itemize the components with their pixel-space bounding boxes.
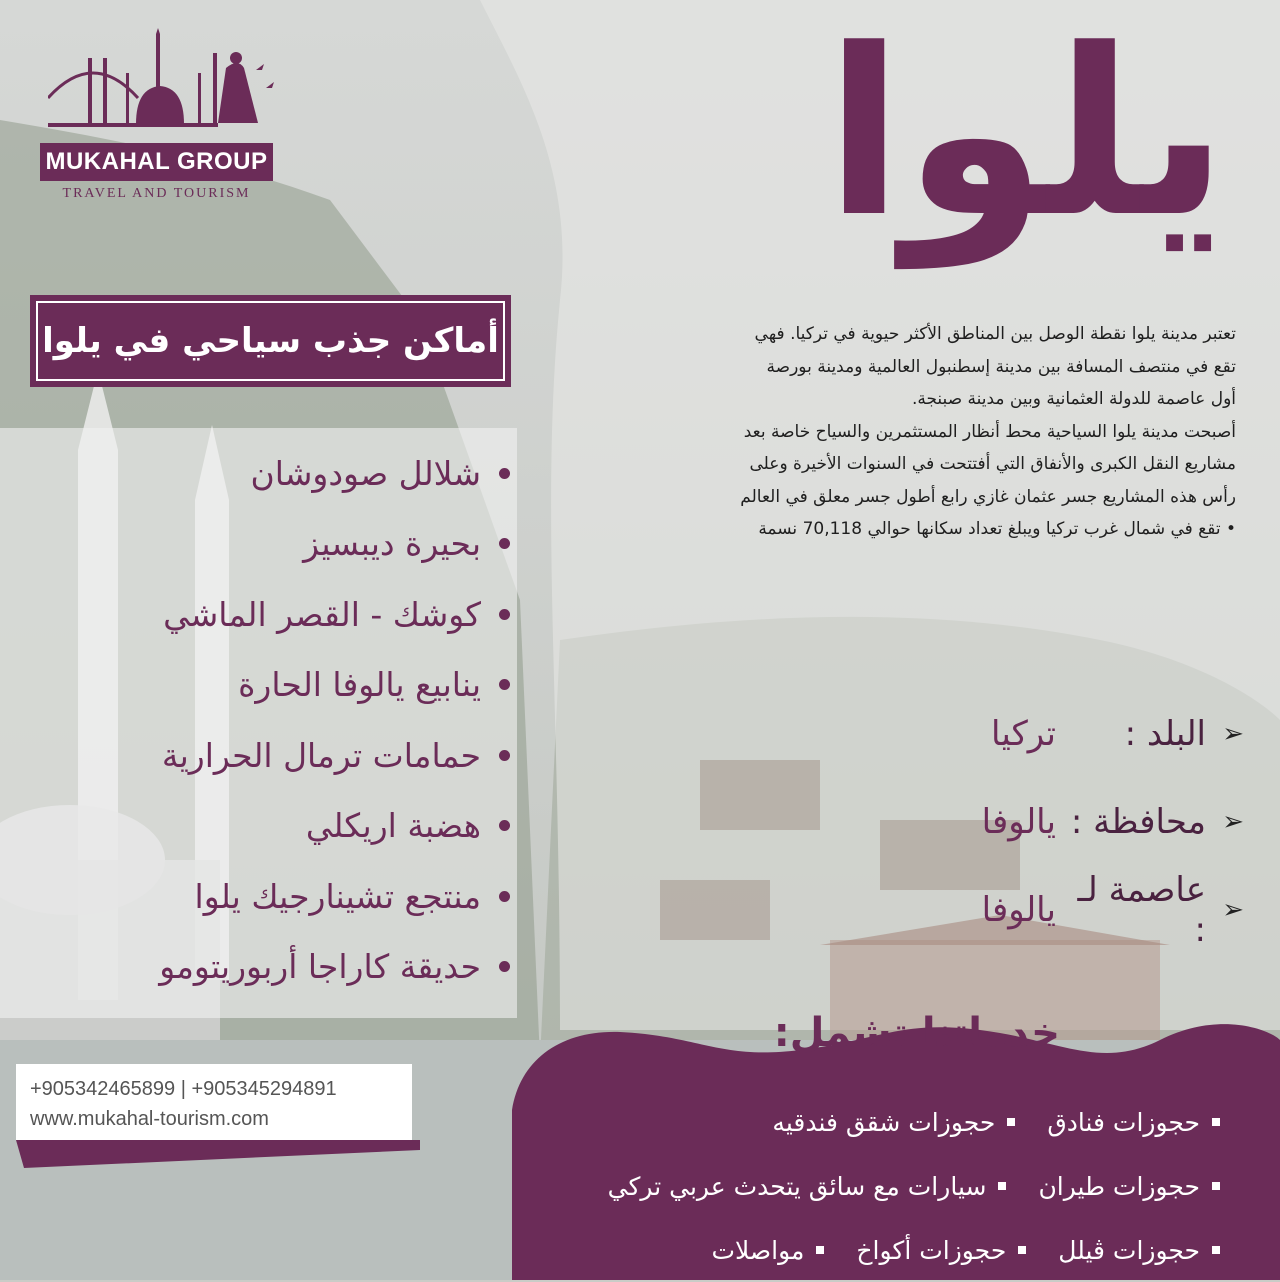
- attractions-title: أماكن جذب سياحي في يلوا: [36, 301, 505, 381]
- arrow-icon: ➢: [1222, 895, 1244, 925]
- service-label: حجوزات ڤيلل: [1058, 1235, 1200, 1265]
- arrow-icon: ➢: [1222, 719, 1244, 749]
- services-row: [500, 1090, 1220, 1154]
- list-item: [10, 438, 510, 509]
- services-row: [500, 1154, 1220, 1218]
- description-line: تعتبر مدينة يلوا نقطة الوصل بين المناطق الأكثر حيوية في تركيا. فهي: [754, 324, 1236, 344]
- description-line: رأس هذه المشاريع جسر عثمان غازي رابع أطول جسر معلق في العالم: [740, 486, 1236, 507]
- service-item: [856, 1236, 1026, 1265]
- attraction-label: حمامات ترمال الحرارية: [161, 735, 481, 775]
- bullet-icon: [499, 891, 510, 902]
- website-link[interactable]: www.mukahal-tourism.com: [30, 1108, 269, 1130]
- attraction-label: شلالل صودوشان: [250, 453, 481, 493]
- attraction-label: هضبة اريكلي: [305, 806, 481, 846]
- attractions-list: [10, 438, 510, 1002]
- description-line: مشاريع النقل الكبرى والأنفاق التي أفتتحت في السنوات الأخيرة وعلى: [749, 454, 1236, 474]
- fact-value: تركيا: [990, 714, 1056, 754]
- bullet-icon: [499, 679, 510, 690]
- fact-capital: [884, 866, 1244, 954]
- bullet-icon: [499, 468, 510, 479]
- fact-value: يالوفا: [981, 890, 1056, 930]
- bullet-icon: [816, 1246, 824, 1254]
- list-item: [10, 509, 510, 580]
- logo-skyline-icon: [48, 28, 278, 138]
- facts-list: [884, 690, 1244, 954]
- page-title: يلوا: [824, 1, 1228, 268]
- bullet-icon: [1212, 1118, 1220, 1126]
- bullet-icon: [1212, 1182, 1220, 1190]
- list-item: [10, 650, 510, 721]
- fact-key: عاصمة لـ :: [1077, 870, 1206, 950]
- service-item: [711, 1236, 824, 1265]
- bullet-icon: [998, 1182, 1006, 1190]
- list-item: [10, 861, 510, 932]
- fact-province: [884, 778, 1244, 866]
- service-item: [1047, 1108, 1220, 1137]
- attraction-label: بحيرة ديبسيز: [303, 524, 481, 564]
- service-label: حجوزات أكواخ: [856, 1235, 1007, 1265]
- phone-numbers[interactable]: +905342465899 | +905345294891: [30, 1078, 337, 1100]
- logo-name: MUKAHAL GROUP: [40, 143, 273, 181]
- attraction-label: حديقة كاراجا أربوريتومو: [159, 947, 481, 987]
- description-line: تقع في منتصف المسافة بين مدينة إسطنبول العالمية ومدينة بورصة: [766, 356, 1236, 377]
- service-item: [1038, 1172, 1220, 1201]
- service-item: [1058, 1236, 1220, 1265]
- service-item: [608, 1172, 1007, 1201]
- attraction-label: منتجع تشينارجيك يلوا: [194, 876, 481, 916]
- services-list: [500, 1090, 1220, 1282]
- services-title: خدماتنا تشمل:: [773, 1010, 1060, 1056]
- fact-value: يالوفا: [981, 802, 1056, 842]
- list-item: [10, 720, 510, 791]
- attraction-label: كوشك - القصر الماشي: [163, 594, 481, 634]
- service-label: حجوزات فنادق: [1047, 1107, 1200, 1137]
- logo-subtitle: TRAVEL AND TOURISM: [62, 186, 251, 201]
- attractions-title-box: [30, 295, 511, 387]
- bullet-icon: [1212, 1246, 1220, 1254]
- description: [586, 318, 1236, 546]
- service-label: حجوزات طيران: [1038, 1171, 1200, 1201]
- list-item: [10, 932, 510, 1003]
- attraction-label: ينابيع يالوفا الحارة: [238, 665, 481, 705]
- fact-country: [884, 690, 1244, 778]
- list-item: [10, 791, 510, 862]
- service-label: مواصلات: [711, 1235, 805, 1265]
- bullet-icon: [499, 538, 510, 549]
- service-label: سيارات مع سائق يتحدث عربي تركي: [607, 1171, 987, 1201]
- bullet-icon: [1007, 1118, 1015, 1126]
- arrow-icon: ➢: [1222, 807, 1244, 837]
- bullet-icon: [499, 750, 510, 761]
- bullet-icon: [499, 820, 510, 831]
- description-line: أصبحت مدينة يلوا السياحية محط أنظار المستثمرين والسياح خاصة بعد: [743, 421, 1236, 442]
- bullet-icon: [499, 961, 510, 972]
- fact-key: محافظة :: [1070, 802, 1206, 842]
- bullet-icon: [499, 609, 510, 620]
- description-line: أول عاصمة للدولة العثمانية وبين مدينة صبنجة.: [911, 389, 1236, 409]
- fact-key: البلد :: [1124, 714, 1206, 754]
- contact-card: [16, 1064, 412, 1140]
- service-item: [772, 1108, 1015, 1137]
- description-line: • تقع في شمال غرب تركيا ويبلغ تعداد سكانها حوالي 70,118 نسمة: [758, 519, 1236, 539]
- services-row: [500, 1218, 1220, 1282]
- service-label: حجوزات شقق فندقيه: [772, 1107, 996, 1137]
- list-item: [10, 579, 510, 650]
- bullet-icon: [1018, 1246, 1026, 1254]
